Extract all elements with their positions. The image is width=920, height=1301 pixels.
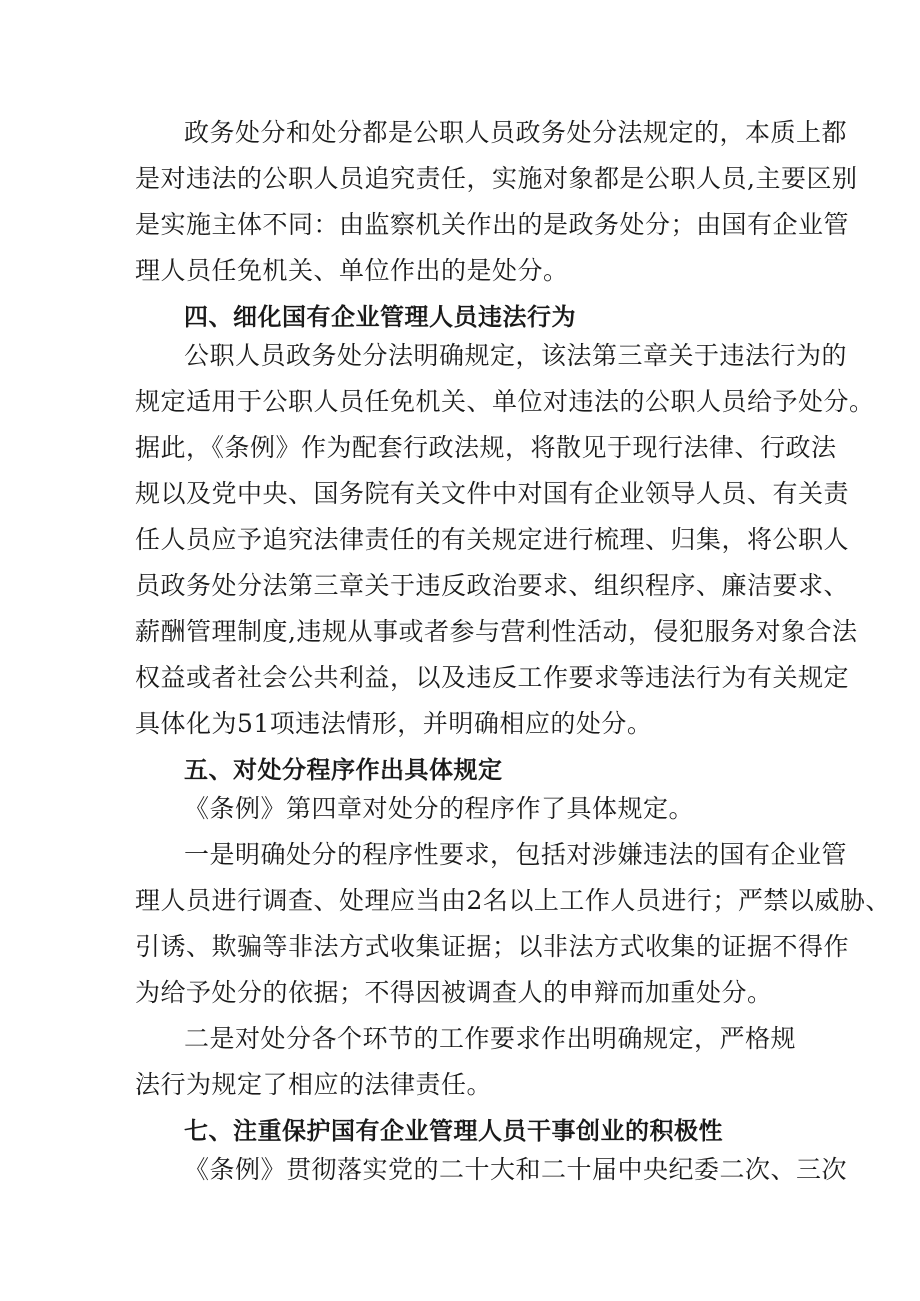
paragraph-line: 任人员应予追究法律责任的有关规定进行梳理、归集，将公职人 <box>135 525 850 554</box>
paragraph-line: 引诱、欺骗等非法方式收集证据；以非法方式收集的证据不得作 <box>135 932 850 961</box>
section-heading: 七、注重保护国有企业管理人员干事创业的积极性 <box>184 1117 723 1145</box>
paragraph-line: 据此，《条例》作为配套行政法规，将散见于现行法律、行政法 <box>135 433 837 462</box>
paragraph-line: 员政务处分法第三章关于违反政治要求、组织程序、廉洁要求、 <box>135 571 850 600</box>
paragraph-line: 一是明确处分的程序性要求，包括对涉嫌违法的国有企业管 <box>184 840 848 869</box>
paragraph-line: 具体化为51项违法情形，并明确相应的处分。 <box>135 709 653 738</box>
paragraph-line: 规以及党中央、国务院有关文件中对国有企业领导人员、有关责 <box>135 479 850 508</box>
paragraph-line: 理人员任免机关、单位作出的是处分。 <box>135 256 569 285</box>
paragraph-line: 二是对处分各个环节的工作要求作出明确规定，严格规 <box>184 1024 797 1053</box>
paragraph-line: 为给予处分的依据；不得因被调查人的申辩而加重处分。 <box>135 978 773 1007</box>
paragraph-line: 法行为规定了相应的法律责任。 <box>135 1070 493 1099</box>
paragraph-line: 《条例》第四章对处分的程序作了具体规定。 <box>184 794 695 823</box>
paragraph-line: 权益或者社会公共利益，以及违反工作要求等违法行为有关规定 <box>135 663 850 692</box>
paragraph-line: 是对违法的公职人员追究责任，实施对象都是公职人员,主要区别 <box>135 164 858 193</box>
paragraph-line: 是实施主体不同：由监察机关作出的是政务处分；由国有企业管 <box>135 210 850 239</box>
paragraph-line: 理人员进行调查、处理应当由2名以上工作人员进行；严禁以威胁、 <box>135 886 891 915</box>
paragraph-line: 规定适用于公职人员任免机关、单位对违法的公职人员给予处分。 <box>135 387 875 416</box>
section-heading: 四、细化国有企业管理人员违法行为 <box>184 303 576 331</box>
paragraph-line: 政务处分和处分都是公职人员政务处分法规定的，本质上都 <box>184 118 848 147</box>
paragraph-line: 《条例》贯彻落实党的二十大和二十届中央纪委二次、三次 <box>184 1155 848 1184</box>
paragraph-line: 公职人员政务处分法明确规定，该法第三章关于违法行为的 <box>184 341 848 370</box>
section-heading: 五、对处分程序作出具体规定 <box>184 756 503 784</box>
paragraph-line: 薪酬管理制度,违规从事或者参与营利性活动，侵犯服务对象合法 <box>135 617 858 646</box>
